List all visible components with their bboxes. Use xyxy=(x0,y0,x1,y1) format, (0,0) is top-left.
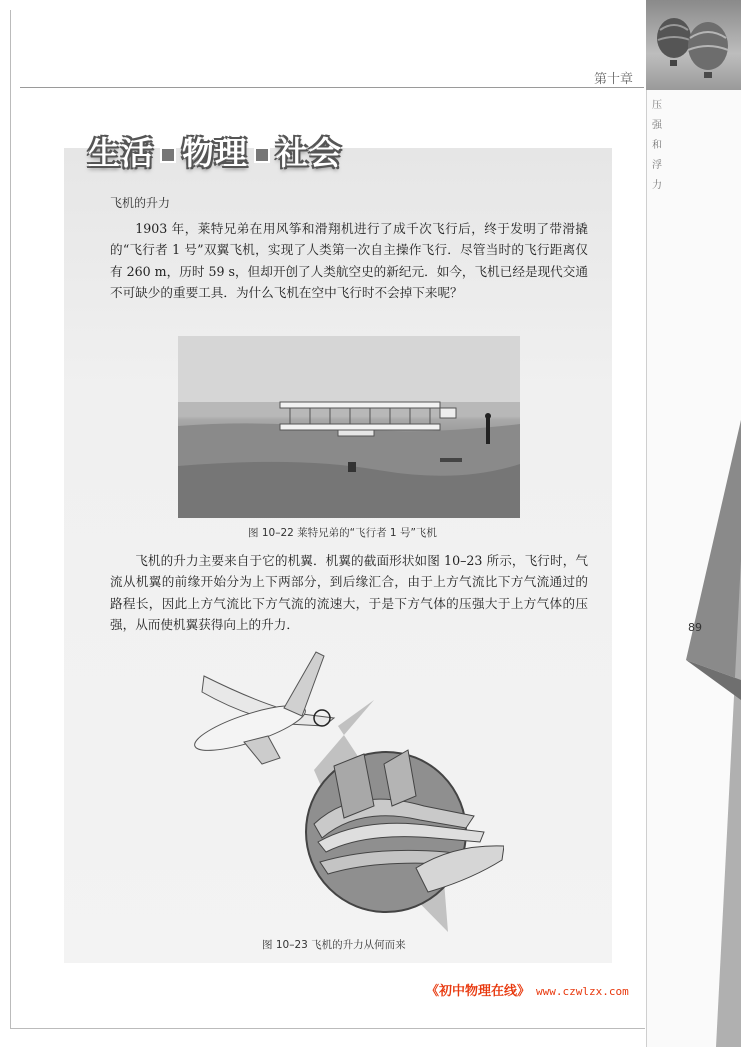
header-rule xyxy=(20,87,644,88)
site-watermark xyxy=(426,980,629,999)
banner-dot xyxy=(160,147,176,163)
intro-paragraph: 1903 年，莱特兄弟在用风筝和滑翔机进行了成千次飞行后，终于发明了带滑撬的“飞行者 1 号”双翼飞机，实现了人类第一次自主操作飞行．尽管当时的飞行距离仅有 260 m，历时 59 s，但却开创了人类航空史的新纪元．如今，飞机已经是现代交通不可缺少的重要工具．为什么飞机在空中飞行时不会掉下来呢？ xyxy=(110,221,588,300)
wright-flyer-photo xyxy=(178,336,520,518)
banner-part-society: 社会 xyxy=(276,134,343,172)
side-divider xyxy=(646,90,647,1047)
figure-10-22-caption: 图 10–22 莱特兄弟的“飞行者 1 号”飞机 xyxy=(248,527,437,539)
lift-explanation-paragraph: 飞机的升力主要来自于它的机翼．机翼的截面形状如图 10–23 所示，飞行时，气流从机翼的前缘开始分为上下两部分，到后缘汇合，由于上方气流比下方气流通过的路程长，因此上方气流比下方气流的流速大，于是下方气体的压强大于上方气体的压强，从而使机翼获得向上的升力． xyxy=(110,553,588,632)
article-heading: 飞机的升力 xyxy=(110,196,171,210)
watermark-url: www.czwlzx.com xyxy=(536,985,629,998)
section-banner xyxy=(88,128,342,174)
banner-part-life: 生活 xyxy=(88,134,155,172)
chapter-label: 第十章 xyxy=(594,72,634,87)
figure-10-23-caption: 图 10–23 飞机的升力从何而来 xyxy=(262,939,406,951)
wing-lift-diagram xyxy=(184,646,504,932)
chapter-side-title: 压强和浮力 xyxy=(652,100,662,191)
banner-part-physics: 物理 xyxy=(182,134,249,172)
watermark-brand: 《初中物理在线》 xyxy=(426,984,531,999)
page-number: 89 xyxy=(688,621,702,634)
banner-dot xyxy=(254,147,270,163)
